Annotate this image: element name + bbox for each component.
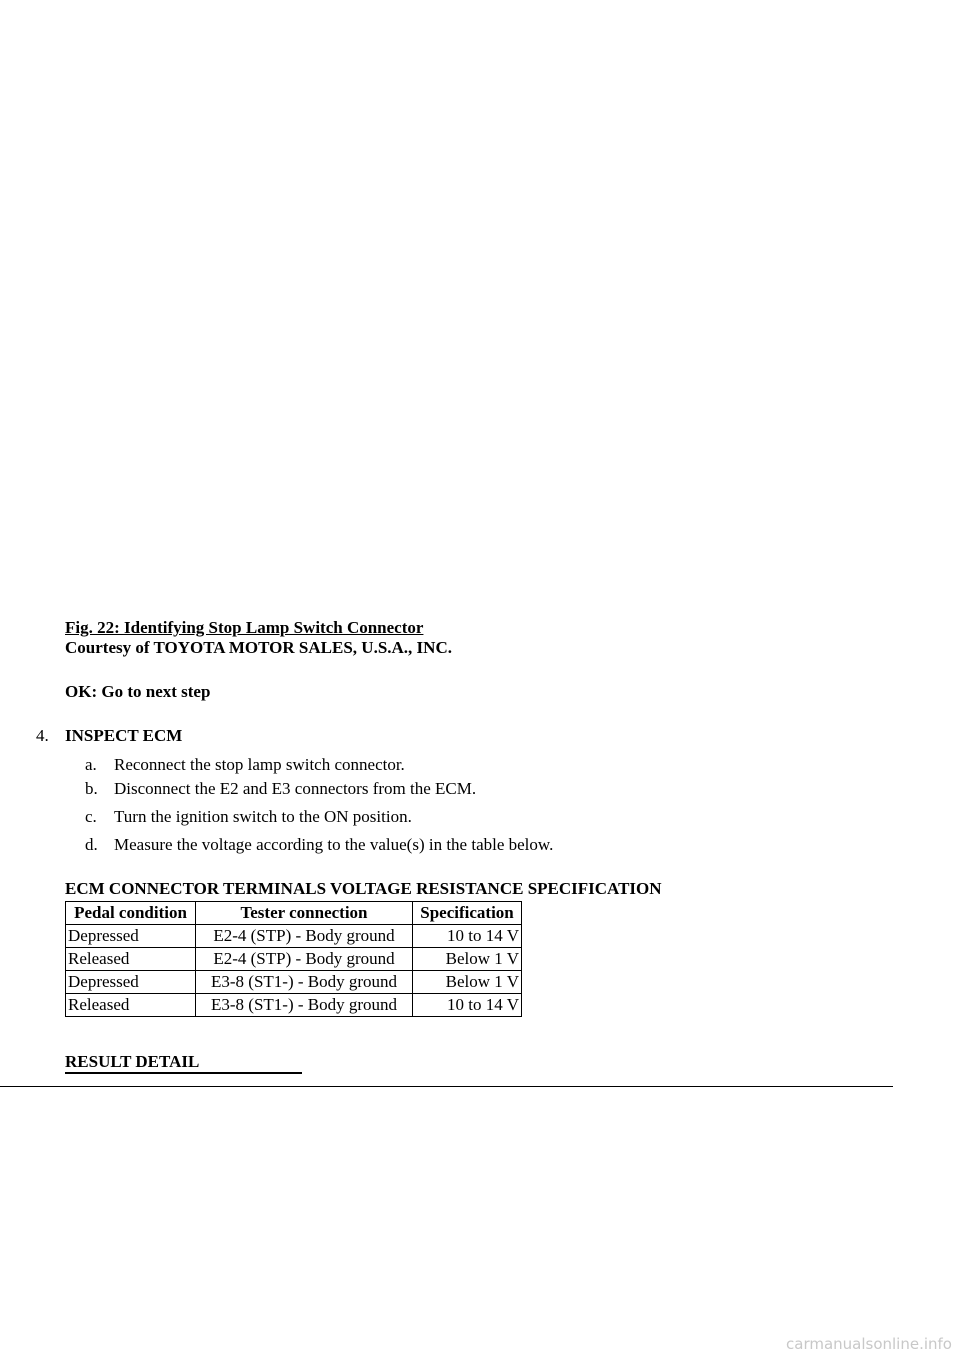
substep-letter: d. [85, 835, 98, 854]
table-row [66, 971, 522, 994]
substep-letter: c. [85, 807, 97, 826]
spec-table-title: ECM CONNECTOR TERMINALS VOLTAGE RESISTANCE SPECIFICATION [65, 879, 662, 898]
figure-caption[interactable]: Fig. 22: Identifying Stop Lamp Switch Connector [65, 618, 424, 637]
cell-tester-connection: E3-8 (ST1-) - Body ground [196, 971, 413, 994]
header-specification: Specification [413, 902, 522, 925]
table-header-row [66, 902, 522, 925]
result-detail-heading: RESULT DETAIL [65, 1052, 200, 1071]
substep-a [85, 755, 405, 775]
result-detail-underline [65, 1072, 302, 1074]
cell-pedal-condition: Depressed [66, 925, 196, 948]
table-row [66, 948, 522, 971]
substep-c [85, 807, 412, 827]
substep-letter: a. [85, 755, 97, 774]
watermark: carmanualsonline.info [786, 1335, 952, 1353]
substep-text: Disconnect the E2 and E3 connectors from the ECM. [114, 779, 477, 798]
spec-table [65, 901, 522, 1017]
header-pedal-condition: Pedal condition [66, 902, 196, 925]
figure-courtesy: Courtesy of TOYOTA MOTOR SALES, U.S.A., INC. [65, 638, 452, 657]
substep-text: Measure the voltage according to the value(s) in the table below. [114, 835, 554, 854]
ok-result-line: OK: Go to next step [65, 682, 211, 701]
table-row [66, 925, 522, 948]
cell-pedal-condition: Depressed [66, 971, 196, 994]
cell-pedal-condition: Released [66, 994, 196, 1017]
substep-b [85, 779, 476, 799]
cell-tester-connection: E2-4 (STP) - Body ground [196, 925, 413, 948]
substep-text: Turn the ignition switch to the ON position. [114, 807, 412, 826]
cell-specification: 10 to 14 V [413, 994, 522, 1017]
page-divider [0, 1086, 893, 1087]
table-row [66, 994, 522, 1017]
header-tester-connection: Tester connection [196, 902, 413, 925]
substep-letter: b. [85, 779, 98, 798]
step-number: 4. [36, 726, 49, 745]
cell-pedal-condition: Released [66, 948, 196, 971]
step-title: INSPECT ECM [65, 726, 183, 745]
substep-d [85, 835, 553, 855]
cell-specification: 10 to 14 V [413, 925, 522, 948]
cell-specification: Below 1 V [413, 948, 522, 971]
cell-tester-connection: E2-4 (STP) - Body ground [196, 948, 413, 971]
cell-specification: Below 1 V [413, 971, 522, 994]
substep-text: Reconnect the stop lamp switch connector. [114, 755, 405, 774]
cell-tester-connection: E3-8 (ST1-) - Body ground [196, 994, 413, 1017]
